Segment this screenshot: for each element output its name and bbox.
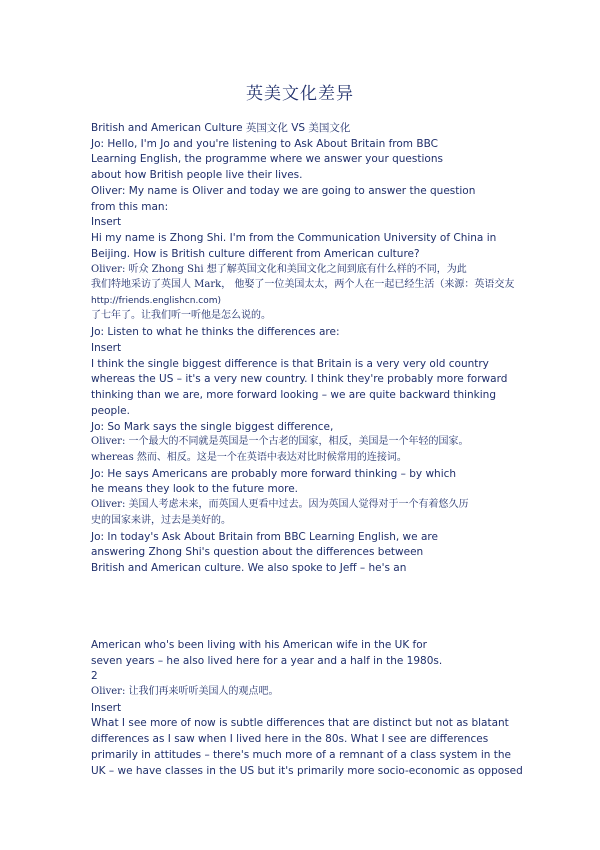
text-line: from this man: [91, 201, 169, 213]
text-line: Insert [91, 702, 122, 714]
text-line: British and American Culture 英国文化 VS 美国文化 [91, 122, 351, 134]
text-line: UK – we have classes in the US but it's primarily more socio-economic as opposed [91, 765, 523, 777]
text-line: Jo: Hello, I'm Jo and you're listening to Ask About Britain from BBC [91, 138, 438, 150]
page-number: 2 [91, 670, 98, 682]
text-line: whereas the US – it's a very new country. I think they're probably more forward [91, 373, 508, 385]
text-line: Oliver: 听众 Zhong Shi 想了解英国文化和美国文化之间到底有什么样的不同，为此 [91, 264, 467, 275]
text-line: he means they look to the future more. [91, 483, 298, 495]
document-title: 英美文化差异 [246, 84, 354, 104]
text-line: about how British people live their lives. [91, 169, 303, 181]
text-line: Learning English, the programme where we answer your questions [91, 153, 443, 165]
text-line: primarily in attitudes – there's much more of a remnant of a class system in the [91, 749, 511, 761]
text-line: 了七年了。让我们听一听他是怎么说的。 [91, 310, 271, 321]
text-line: Insert [91, 342, 122, 354]
text-line: Jo: So Mark says the single biggest difference, [91, 421, 334, 433]
text-line: I think the single biggest difference is that Britain is a very very old country [91, 358, 489, 370]
text-line: Jo: He says Americans are probably more forward thinking – by which [91, 468, 457, 480]
text-line: American who's been living with his American wife in the UK for [91, 639, 427, 651]
text-line: Beijing. How is British culture different from American culture? [91, 248, 420, 260]
text-line: What I see more of now is subtle differences that are distinct but not as blatant [91, 717, 509, 729]
text-line: thinking than we are, more forward looking – we are quite backward thinking [91, 389, 497, 401]
text-line: Oliver: 一个最大的不同就是英国是一个古老的国家，相反，美国是一个年轻的国家。 [91, 436, 469, 447]
text-line: whereas 然而、相反。这是一个在英语中表达对比时候常用的连接词。 [91, 452, 407, 463]
text-line: Oliver: 让我们再来听听美国人的观点吧。 [91, 686, 279, 697]
text-line: British and American culture. We also spoke to Jeff – he's an [91, 562, 407, 574]
text-line: Oliver: 美国人考虑未来，而英国人更看中过去。因为英国人觉得对于一个有着悠久历 [91, 499, 469, 510]
text-line: people. [91, 405, 130, 417]
text-line: Insert [91, 216, 122, 228]
text-line: Jo: Listen to what he thinks the differences are: [91, 326, 340, 338]
text-line: differences as I saw when I lived here in the 80s. What I see are differences [91, 733, 489, 745]
text-line: Oliver: My name is Oliver and today we are going to answer the question [91, 185, 476, 197]
text-line: answering Zhong Shi's question about the differences between [91, 546, 424, 558]
text-line: 我们特地采访了英国人 Mark， 他娶了一位美国太太，两个人在一起已经生活（来源：英语交友 [91, 279, 515, 290]
text-line: seven years – he also lived here for a year and a half in the 1980s. [91, 655, 443, 667]
text-line: Hi my name is Zhong Shi. I'm from the Communication University of China in [91, 232, 497, 244]
text-line: 史的国家来讲，过去是美好的。 [91, 515, 231, 526]
text-line: Jo: In today's Ask About Britain from BBC Learning English, we are [91, 531, 438, 543]
source-url: http://friends.englishcn.com) [91, 296, 222, 306]
